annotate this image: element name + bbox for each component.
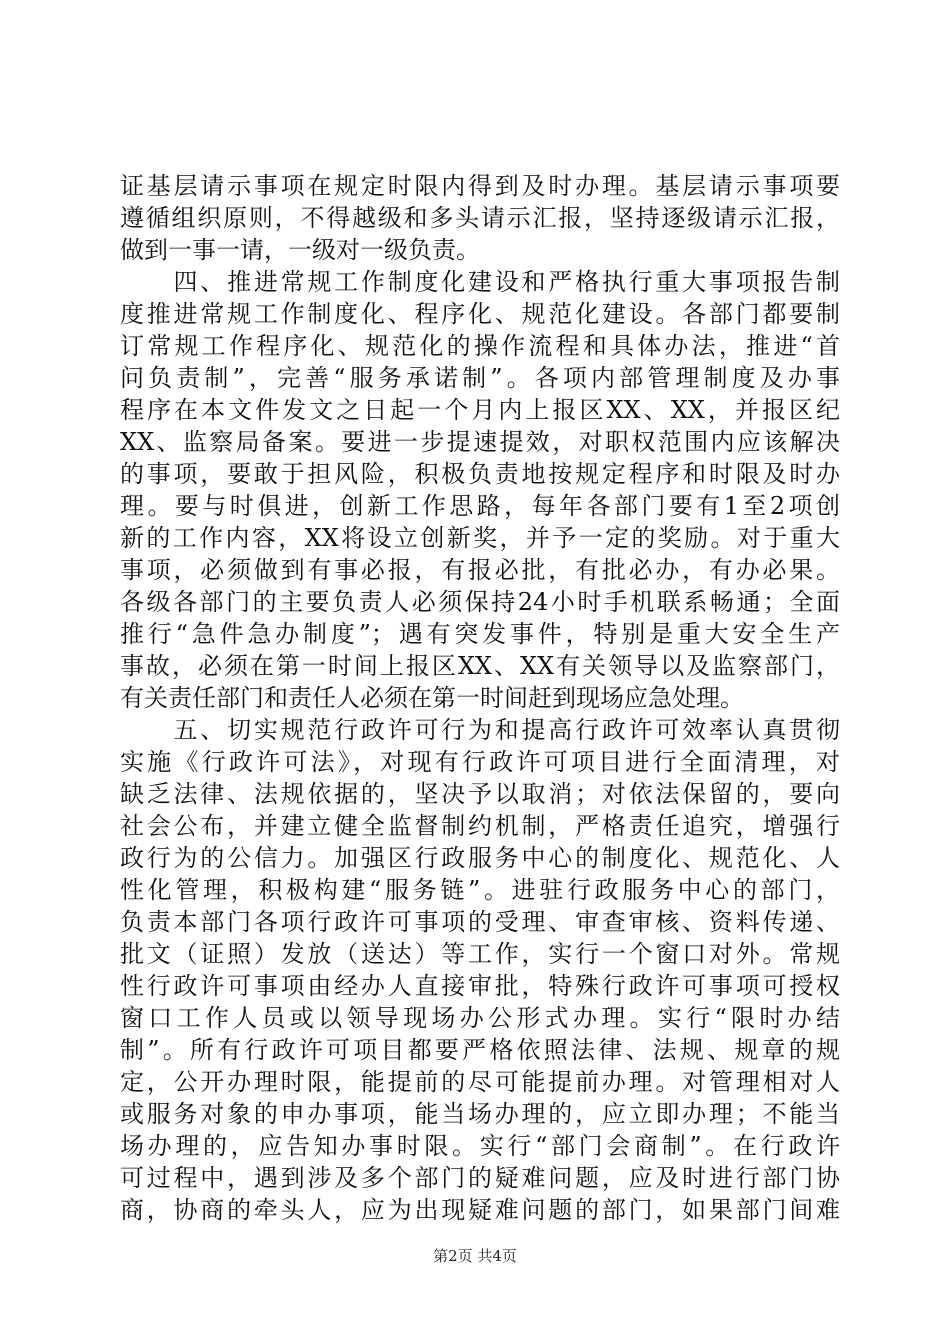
text-line: 缺乏法律、法规依据的，坚决予以取消；对依法保留的，要向 — [120, 780, 840, 808]
text-line: 定，公开办理时限，能提前的尽可能提前办理。对管理相对人 — [120, 1068, 840, 1096]
text-line: 制”。所有行政许可项目都要严格依照法律、法规、规章的规 — [120, 1036, 840, 1064]
text-line: 的事项，要敢于担风险，积极负责地按规定程序和时限及时办 — [120, 460, 840, 488]
text-line: 可过程中，遇到涉及多个部门的疑难问题，应及时进行部门协 — [120, 1164, 840, 1192]
text-line: 事项，必须做到有事必报，有报必批，有批必办，有办必果。 — [120, 556, 840, 584]
text-line: 或服务对象的申办事项，能当场办理的，应立即办理；不能当 — [120, 1100, 840, 1128]
text-line: 程序在本文件发文之日起一个月内上报区XX、XX，并报区纪 — [120, 396, 840, 424]
text-line: 五、切实规范行政许可行为和提高行政许可效率认真贯彻 — [120, 716, 840, 744]
text-line: 证基层请示事项在规定时限内得到及时办理。基层请示事项要 — [120, 172, 840, 200]
text-line: XX、监察局备案。要进一步提速提效，对职权范围内应该解决 — [120, 428, 840, 456]
document-body — [120, 170, 840, 1226]
text-line: 遵循组织原则，不得越级和多头请示汇报，坚持逐级请示汇报， — [120, 204, 840, 232]
text-line: 实施《行政许可法》，对现有行政许可项目进行全面清理，对 — [120, 748, 840, 776]
text-line: 社会公布，并建立健全监督制约机制，严格责任追究，增强行 — [120, 812, 840, 840]
text-line: 商，协商的牵头人，应为出现疑难问题的部门，如果部门间难 — [120, 1196, 840, 1224]
text-line: 新的工作内容，XX将设立创新奖，并予一定的奖励。对于重大 — [120, 524, 840, 552]
text-line: 理。要与时俱进，创新工作思路，每年各部门要有1至2项创 — [120, 492, 840, 520]
text-line: 窗口工作人员或以领导现场办公形式办理。实行“限时办结 — [120, 1004, 840, 1032]
text-line: 各级各部门的主要负责人必须保持24小时手机联系畅通；全面 — [120, 588, 840, 616]
text-line: 做到一事一请，一级对一级负责。 — [120, 236, 480, 264]
text-line: 负责本部门各项行政许可事项的受理、审查审核、资料传递、 — [120, 908, 840, 936]
text-line: 四、推进常规工作制度化建设和严格执行重大事项报告制 — [120, 268, 840, 296]
text-line: 度推进常规工作制度化、程序化、规范化建设。各部门都要制 — [120, 300, 840, 328]
text-line: 性化管理，积极构建“服务链”。进驻行政服务中心的部门， — [120, 876, 840, 904]
text-line: 性行政许可事项由经办人直接审批，特殊行政许可事项可授权 — [120, 972, 840, 1000]
text-line: 推行“急件急办制度”；遇有突发事件，特别是重大安全生产 — [120, 620, 840, 648]
text-line: 有关责任部门和责任人必须在第一时间赶到现场应急处理。 — [120, 684, 744, 712]
text-line: 事故，必须在第一时间上报区XX、XX有关领导以及监察部门， — [120, 652, 840, 680]
text-line: 问负责制”，完善“服务承诺制”。各项内部管理制度及办事 — [120, 364, 840, 392]
text-line: 场办理的，应告知办事时限。实行“部门会商制”。在行政许 — [120, 1132, 840, 1160]
text-line: 批文（证照）发放（送达）等工作，实行一个窗口对外。常规 — [120, 940, 840, 968]
text-line: 订常规工作程序化、规范化的操作流程和具体办法，推进“首 — [120, 332, 840, 360]
page-number-footer: 第2页 共4页 — [433, 1247, 517, 1265]
text-line: 政行为的公信力。加强区行政服务中心的制度化、规范化、人 — [120, 844, 840, 872]
